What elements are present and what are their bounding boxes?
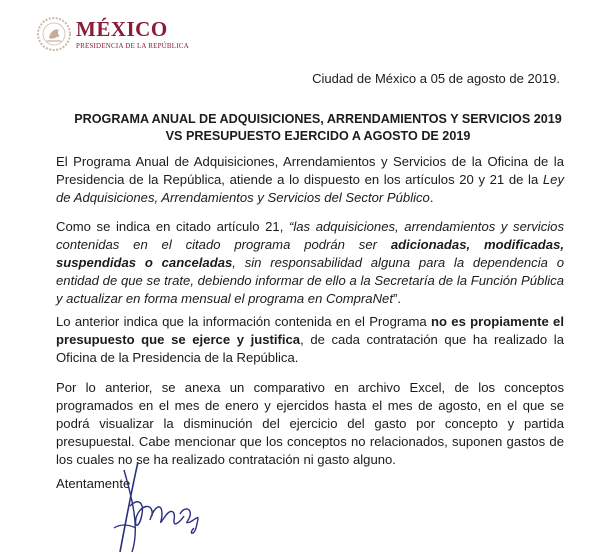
quote-bold: adicionadas, modificadas, suspendidas o canceladas [56,237,564,270]
paragraph-4: Por lo anterior, se anexa un comparativo en archivo Excel, de los conceptos programados en el mes de enero y ejercidos hasta el mes de agosto, en el que se podrá visualizar la disminución del ejercicio del gasto por concepto y partida presupuestal. Cabe mencionar que los conceptos no relacionados, suponen gastos de los cuales no se ha realizado contratación ni gasto alguno. [56,380,564,467]
paragraph-3-bold: no es propiamente el presupuesto que se ejerce y justifica [56,314,564,347]
quote-part-2: , sin responsabilidad alguna para la dependencia o entidad de que se trate, debiendo informar de ello a la Secretaría de la Función Pública y actualizar en forma mensual el programa en CompraNet [56,255,564,306]
paragraph-3 [56,313,564,367]
document-date: Ciudad de México a 05 de agosto de 2019. [312,71,560,86]
paragraph-3-text: Lo anterior indica que la información contenida en el Programa [56,314,431,329]
brand-subtitle: PRESIDENCIA DE LA REPÚBLICA [76,41,189,50]
paragraph-2 [56,218,564,308]
quote-part-1: “las adquisiciones, arrendamientos y servicios contenidas en el citado programa podrán ser [56,219,564,252]
document-title [58,111,578,145]
paragraph-3-end: , de cada contratación que ha realizado la Oficina de la Presidencia de la República. [56,332,564,365]
mexico-eagle-seal-icon [36,16,72,52]
title-line-1: PROGRAMA ANUAL DE ADQUISICIONES, ARRENDAMIENTOS Y SERVICIOS 2019 [74,112,562,126]
paragraph-1-end: . [429,190,434,205]
paragraph-1-text: El Programa Anual de Adquisiciones, Arrendamientos y Servicios de la Oficina de la Presidencia de la República, atiende a lo dispuesto en los artículos 20 y 21 de la [56,154,564,187]
letterhead [36,12,189,56]
handwritten-signature [80,458,220,554]
paragraph-1 [56,153,564,207]
paragraph-2-intro: Como se indica en citado artículo 21, [56,219,289,234]
brand-title: MÉXICO [76,16,168,41]
title-line-2: VS PRESUPUESTO EJERCIDO A AGOSTO DE 2019 [165,129,471,143]
paragraph-2-end: ”. [392,291,401,306]
law-name: Ley de Adquisiciones, Arrendamientos y Servicios del Sector Público [56,172,564,205]
closing-salutation: Atentamente [56,476,131,491]
